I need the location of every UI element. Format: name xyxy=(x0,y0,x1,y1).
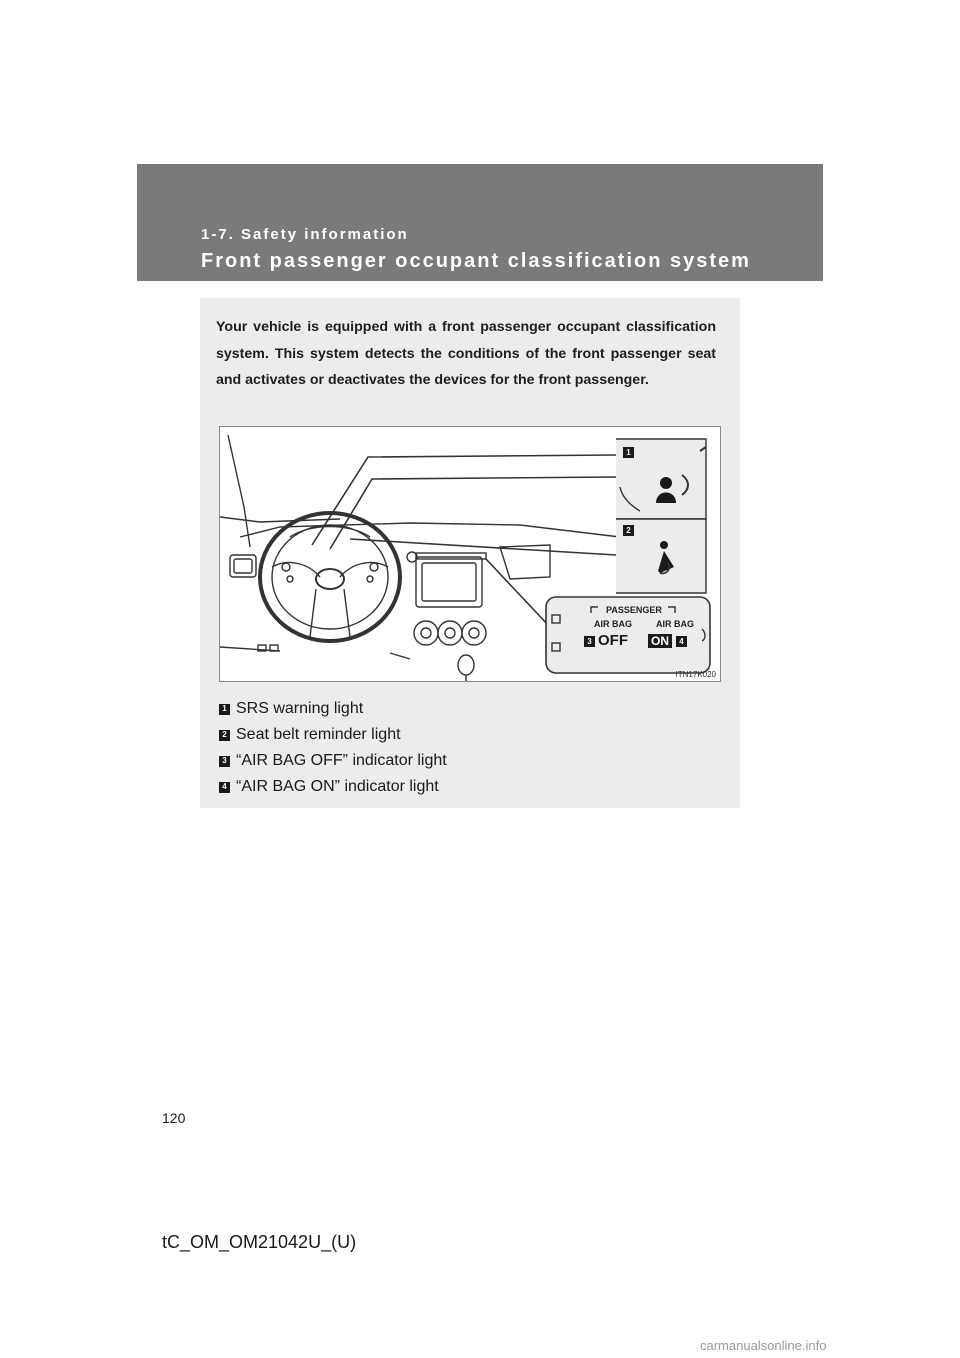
section-label: 1-7. Safety information xyxy=(201,226,409,243)
figure-id: ITN17K020 xyxy=(675,670,716,679)
callout-badge-4: 4 xyxy=(676,636,687,647)
list-item xyxy=(219,696,719,722)
passenger-label: PASSENGER xyxy=(606,605,662,615)
legend-badge-1: 1 xyxy=(219,704,230,715)
page-number: 120 xyxy=(162,1110,186,1126)
legend-label: “AIR BAG OFF” indicator light xyxy=(236,752,447,769)
legend-list xyxy=(219,696,719,800)
list-item xyxy=(219,722,719,748)
legend-label: SRS warning light xyxy=(236,700,364,717)
legend-badge-3: 3 xyxy=(219,756,230,767)
section-header xyxy=(137,164,823,281)
legend-badge-4: 4 xyxy=(219,782,230,793)
dashboard-illustration xyxy=(219,426,721,682)
air-bag-label-off: AIR BAG xyxy=(594,619,632,629)
page-title: Front passenger occupant classification system xyxy=(201,250,751,272)
air-bag-off-indicator: OFF xyxy=(598,632,628,649)
legend-label: “AIR BAG ON” indicator light xyxy=(236,778,439,795)
content-panel xyxy=(200,298,740,808)
callout-badge-3: 3 xyxy=(584,636,595,647)
dashboard-drawing xyxy=(220,427,720,681)
legend-badge-2: 2 xyxy=(219,730,230,741)
intro-paragraph: Your vehicle is equipped with a front passenger occupant classification system. This system detects the conditions of the front passenger seat and activates or deactivates the devices for the front passenger. xyxy=(216,319,716,388)
watermark: carmanualsonline.info xyxy=(700,1338,827,1353)
air-bag-label-on: AIR BAG xyxy=(656,619,694,629)
callout-badge-2: 2 xyxy=(623,525,634,536)
list-item xyxy=(219,748,719,774)
legend-label: Seat belt reminder light xyxy=(236,726,401,743)
callout-badge-1: 1 xyxy=(623,447,634,458)
document-code: tC_OM_OM21042U_(U) xyxy=(162,1232,357,1252)
list-item xyxy=(219,774,719,800)
air-bag-on-indicator: ON xyxy=(648,634,672,648)
